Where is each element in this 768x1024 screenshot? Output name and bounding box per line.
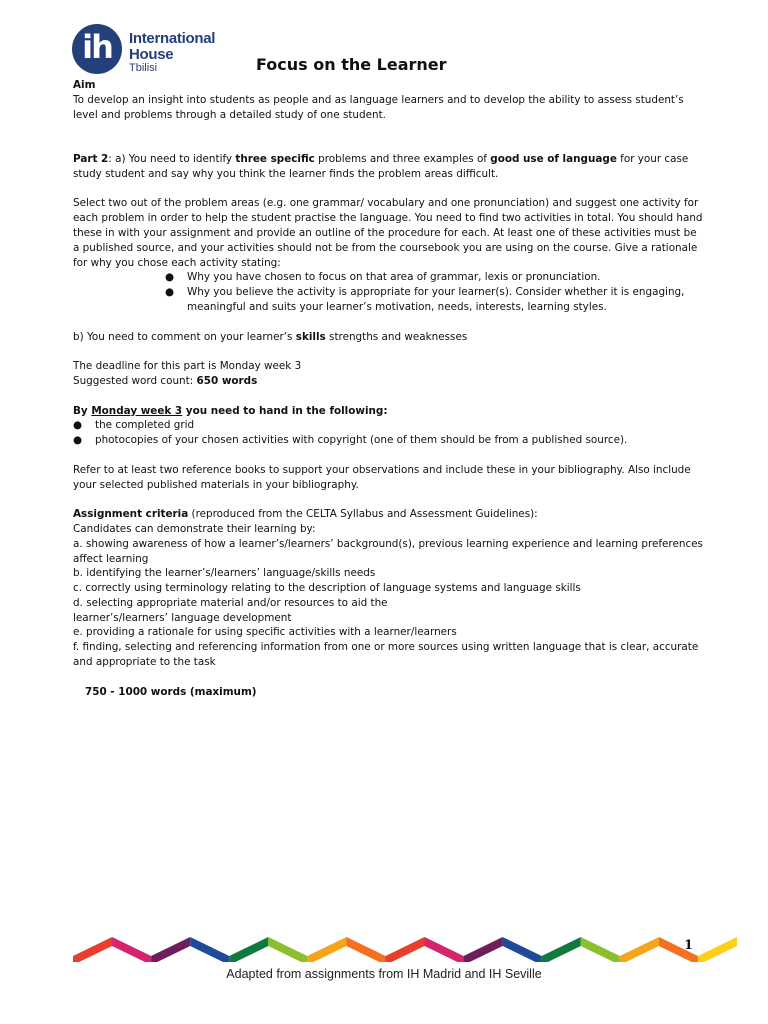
select-paragraph: Select two out of the problem areas (e.g. one grammar/ vocabulary and one pronunciation) and suggest one activity for each problem in order to help the student practise the language. You need to find two activities in total. You should hand these in with your assignment and provide an outline of the procedure for each. At least one of these activities must be a published source, and your activities should not be from the coursebook you are using on the course. Give a rationale for why you chose each activity stating:: [73, 197, 703, 269]
criteria-item: b. identifying the learner’s/learners’ language/skills needs: [73, 567, 376, 580]
zigzag-border: [73, 932, 737, 962]
zigzag-segment: [73, 937, 112, 962]
criteria-heading: Assignment criteria (reproduced from the CELTA Syllabus and Assessment Guidelines):: [73, 508, 538, 521]
criteria-item: learner’s/learners’ language development: [73, 611, 292, 624]
ih-logo: [72, 24, 232, 74]
zigzag-segment: [385, 937, 424, 962]
list-item: ● Why you believe the activity is appropriate for your learner(s). Consider whether it is engaging, meaningful and suits your learner’s motivation, needs, interests, learning styles.: [165, 286, 685, 313]
footer-text: Adapted from assignments from IH Madrid and IH Seville: [226, 967, 542, 981]
zigzag-segment: [425, 937, 464, 962]
zigzag-segment: [151, 937, 190, 962]
criteria-item: f. finding, selecting and referencing information from one or more sources using written language that is clear, accurate and appropriate to the task: [73, 641, 699, 669]
zigzag-segment: [542, 937, 581, 962]
criteria-item: c. correctly using terminology relating to the description of language systems and language skills: [73, 582, 581, 595]
zigzag-segment: [464, 937, 503, 962]
document-body: [73, 78, 703, 699]
logo-city: Tbilisi: [129, 62, 158, 74]
logo-name-line2: House: [129, 46, 174, 63]
zigzag-segment: [503, 937, 542, 962]
refer-paragraph: Refer to at least two reference books to support your observations and include these in your bibliography. Also include your selected published materials in your bibliography.: [73, 463, 691, 491]
max-word-count: 750 - 1000 words (maximum): [85, 685, 257, 698]
aim-text: To develop an insight into students as people and as language learners and to develop the ability to assess student’s level and problems through a detailed study of one student.: [73, 93, 684, 121]
zigzag-segment: [307, 937, 346, 962]
part2-intro: Part 2: a) You need to identify three specific problems and three examples of good use of language for your case study student and say why you think the learner finds the problem areas difficult.: [73, 152, 689, 180]
list-item: ● Why you have chosen to focus on that area of grammar, lexis or pronunciation.: [165, 271, 601, 284]
handin-heading: By Monday week 3 you need to hand in the following:: [73, 404, 388, 417]
part2-label: Part 2: [73, 152, 109, 165]
logo-name-line1: International: [129, 30, 216, 47]
deadline-text: The deadline for this part is Monday week 3: [73, 360, 302, 373]
logo-initials: ih: [82, 28, 112, 66]
criteria-item: a. showing awareness of how a learner’s/learners’ background(s), previous learning experience and learning preferences affect learning: [73, 537, 703, 565]
zigzag-segment: [581, 937, 620, 962]
zigzag-segment: [229, 937, 268, 962]
page-number: 1: [684, 938, 694, 953]
criteria-item: d. selecting appropriate material and/or resources to aid the: [73, 596, 388, 609]
word-count: Suggested word count: 650 words: [73, 374, 258, 387]
list-item: ● the completed grid: [73, 419, 195, 432]
zigzag-segment: [346, 937, 385, 962]
zigzag-segment: [268, 937, 307, 962]
list-item: ● photocopies of your chosen activities with copyright (one of them should be from a published source).: [73, 434, 628, 447]
criteria-item: e. providing a rationale for using specific activities with a learner/learners: [73, 626, 457, 639]
aim-heading: Aim: [73, 79, 96, 91]
skills-paragraph: b) You need to comment on your learner’s skills strengths and weaknesses: [73, 330, 468, 343]
page-title: Focus on the Learner: [256, 55, 447, 74]
zigzag-segment: [620, 937, 659, 962]
zigzag-segment: [190, 937, 229, 962]
zigzag-segment: [698, 937, 737, 962]
zigzag-segment: [112, 937, 151, 962]
criteria-intro: Candidates can demonstrate their learning by:: [73, 522, 316, 535]
